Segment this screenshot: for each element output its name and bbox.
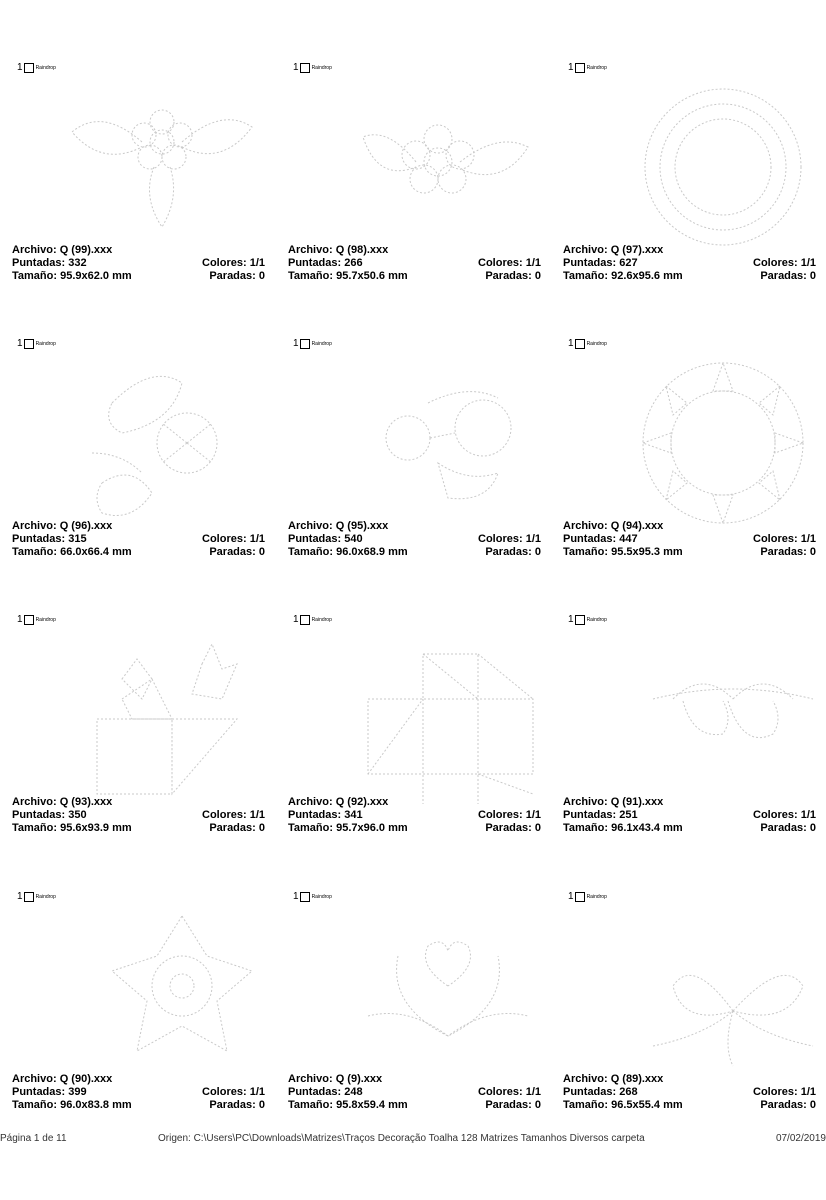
color-swatch	[24, 63, 34, 73]
design-card	[288, 891, 550, 1127]
design-preview	[62, 363, 262, 528]
color-swatch	[300, 63, 310, 73]
design-card	[12, 614, 274, 850]
color-count: 1/1	[525, 1086, 541, 1098]
design-card	[12, 62, 274, 298]
size-value: 92.6x95.6 mm	[611, 270, 683, 282]
design-info: Archivo: Q (91).xxx Puntadas: 251 Colores: 1/1 Tamaño: 96.1x43.4 mm Paradas: 0	[563, 796, 816, 834]
design-preview	[613, 639, 813, 804]
color-number: 1	[293, 891, 299, 902]
design-card	[12, 338, 274, 574]
color-count: 1/1	[525, 809, 541, 821]
sun-ring-pattern	[613, 363, 813, 528]
color-swatch	[575, 63, 585, 73]
stops-count: 0	[809, 270, 816, 282]
page-number: Página 1 de 11	[0, 1133, 67, 1144]
design-info: Archivo: Q (94).xxx Puntadas: 447 Colores: 1/1 Tamaño: 95.5x95.3 mm Paradas: 0	[563, 520, 816, 558]
stitch-count: 350	[68, 809, 87, 821]
color-name: Raindrop	[311, 894, 332, 900]
color-swatch	[575, 339, 585, 349]
color-count: 1/1	[800, 1086, 816, 1098]
design-card	[563, 62, 825, 298]
color-count: 1/1	[800, 809, 816, 821]
stitch-count: 268	[619, 1086, 638, 1098]
design-preview	[62, 916, 262, 1081]
color-number: 1	[568, 338, 574, 349]
color-swatch-row	[568, 338, 607, 350]
stops-count: 0	[534, 546, 541, 558]
file-name: Q (91).xxx	[610, 796, 664, 808]
pinwheel-quilt-pattern	[338, 639, 538, 804]
color-count: 1/1	[800, 533, 816, 545]
design-info: Archivo: Q (98).xxx Puntadas: 266 Colores: 1/1 Tamaño: 95.7x50.6 mm Paradas: 0	[288, 244, 541, 282]
design-info: Archivo: Q (93).xxx Puntadas: 350 Colores: 1/1 Tamaño: 95.6x93.9 mm Paradas: 0	[12, 796, 265, 834]
print-date: 07/02/2019	[775, 1133, 826, 1144]
stops-count: 0	[534, 270, 541, 282]
stitch-count: 315	[68, 533, 87, 545]
floral-corner-pattern	[62, 363, 262, 528]
color-swatch-row	[17, 891, 56, 903]
color-count: 1/1	[249, 533, 265, 545]
design-preview	[613, 916, 813, 1081]
color-swatch	[24, 892, 34, 902]
stops-count: 0	[809, 546, 816, 558]
color-count: 1/1	[525, 257, 541, 269]
size-value: 95.6x93.9 mm	[60, 822, 132, 834]
file-name: Q (94).xxx	[610, 520, 664, 532]
size-value: 96.1x43.4 mm	[611, 822, 683, 834]
size-value: 95.8x59.4 mm	[336, 1099, 408, 1111]
design-info: Archivo: Q (9).xxx Puntadas: 248 Colores: 1/1 Tamaño: 95.8x59.4 mm Paradas: 0	[288, 1073, 541, 1111]
size-value: 95.5x95.3 mm	[611, 546, 683, 558]
size-value: 96.0x68.9 mm	[336, 546, 408, 558]
design-preview	[62, 87, 262, 252]
color-swatch-row	[17, 614, 56, 626]
color-name: Raindrop	[311, 341, 332, 347]
color-swatch	[300, 615, 310, 625]
design-info: Archivo: Q (99).xxx Puntadas: 332 Colores: 1/1 Tamaño: 95.9x62.0 mm Paradas: 0	[12, 244, 265, 282]
half-flower-border-pattern	[613, 639, 813, 804]
design-preview	[338, 916, 538, 1081]
color-count: 1/1	[800, 257, 816, 269]
design-info: Archivo: Q (96).xxx Puntadas: 315 Colores: 1/1 Tamaño: 66.0x66.4 mm Paradas: 0	[12, 520, 265, 558]
color-number: 1	[293, 614, 299, 625]
scalloped-ring-pattern	[613, 87, 813, 252]
color-name: Raindrop	[311, 617, 332, 623]
color-swatch	[300, 339, 310, 349]
color-count: 1/1	[249, 1086, 265, 1098]
bow-tulip-pattern	[613, 916, 813, 1081]
color-swatch-row	[293, 338, 332, 350]
size-value: 95.7x50.6 mm	[336, 270, 408, 282]
color-number: 1	[293, 62, 299, 73]
stitch-count: 447	[619, 533, 638, 545]
stitch-count: 266	[344, 257, 363, 269]
flower-spray-pattern	[338, 363, 538, 528]
file-name: Q (90).xxx	[59, 1073, 113, 1085]
color-number: 1	[17, 891, 23, 902]
stitch-count: 540	[344, 533, 363, 545]
color-name: Raindrop	[35, 341, 56, 347]
star-flower-pattern	[62, 916, 262, 1081]
design-info: Archivo: Q (90).xxx Puntadas: 399 Colores: 1/1 Tamaño: 96.0x83.8 mm Paradas: 0	[12, 1073, 265, 1111]
file-name: Q (95).xxx	[335, 520, 389, 532]
color-name: Raindrop	[586, 65, 607, 71]
stops-count: 0	[809, 822, 816, 834]
size-value: 96.5x55.4 mm	[611, 1099, 683, 1111]
color-count: 1/1	[525, 533, 541, 545]
color-swatch	[24, 339, 34, 349]
color-swatch-row	[293, 891, 332, 903]
color-swatch-row	[17, 338, 56, 350]
file-name: Q (96).xxx	[59, 520, 113, 532]
stops-count: 0	[258, 822, 265, 834]
size-value: 96.0x83.8 mm	[60, 1099, 132, 1111]
color-swatch-row	[17, 62, 56, 74]
stitch-count: 341	[344, 809, 363, 821]
stops-count: 0	[534, 1099, 541, 1111]
color-name: Raindrop	[586, 617, 607, 623]
file-name: Q (97).xxx	[610, 244, 664, 256]
color-number: 1	[17, 614, 23, 625]
color-number: 1	[17, 338, 23, 349]
design-info: Archivo: Q (89).xxx Puntadas: 268 Colores: 1/1 Tamaño: 96.5x55.4 mm Paradas: 0	[563, 1073, 816, 1111]
file-name: Q (92).xxx	[335, 796, 389, 808]
design-preview	[613, 363, 813, 528]
design-card	[288, 614, 550, 850]
color-number: 1	[568, 62, 574, 73]
size-value: 95.7x96.0 mm	[336, 822, 408, 834]
color-swatch-row	[293, 62, 332, 74]
color-swatch	[575, 892, 585, 902]
design-preview	[613, 87, 813, 252]
color-name: Raindrop	[35, 894, 56, 900]
color-number: 1	[568, 891, 574, 902]
file-name: Q (93).xxx	[59, 796, 113, 808]
color-swatch	[575, 615, 585, 625]
color-swatch-row	[568, 62, 607, 74]
color-swatch-row	[568, 614, 607, 626]
design-info: Archivo: Q (95).xxx Puntadas: 540 Colores: 1/1 Tamaño: 96.0x68.9 mm Paradas: 0	[288, 520, 541, 558]
color-number: 1	[17, 62, 23, 73]
color-name: Raindrop	[586, 894, 607, 900]
color-name: Raindrop	[35, 65, 56, 71]
color-swatch-row	[293, 614, 332, 626]
origin-path: Origen: C:\Users\PC\Downloads\Matrizes\Traços Decoração Toalha 128 Matrizes Tamanhos Diversos carpeta	[158, 1133, 645, 1144]
heart-tulip-pattern	[338, 916, 538, 1081]
file-name: Q (98).xxx	[335, 244, 389, 256]
file-name: Q (99).xxx	[59, 244, 113, 256]
design-info: Archivo: Q (97).xxx Puntadas: 627 Colores: 1/1 Tamaño: 92.6x95.6 mm Paradas: 0	[563, 244, 816, 282]
flower-leaves-pattern	[338, 87, 538, 252]
color-swatch	[24, 615, 34, 625]
stops-count: 0	[534, 822, 541, 834]
color-name: Raindrop	[311, 65, 332, 71]
stitch-count: 332	[68, 257, 87, 269]
tulip-quilt-pattern	[62, 639, 262, 804]
color-number: 1	[568, 614, 574, 625]
color-name: Raindrop	[35, 617, 56, 623]
stitch-count: 399	[68, 1086, 87, 1098]
file-name: Q (89).xxx	[610, 1073, 664, 1085]
design-card	[563, 891, 825, 1127]
flower-leaves-pattern	[62, 87, 262, 252]
design-preview	[338, 363, 538, 528]
design-card	[12, 891, 274, 1127]
stops-count: 0	[258, 546, 265, 558]
design-card	[288, 62, 550, 298]
design-card	[563, 338, 825, 574]
stops-count: 0	[258, 270, 265, 282]
stitch-count: 248	[344, 1086, 363, 1098]
design-preview	[62, 639, 262, 804]
color-swatch-row	[568, 891, 607, 903]
design-card	[563, 614, 825, 850]
stitch-count: 251	[619, 809, 638, 821]
color-count: 1/1	[249, 809, 265, 821]
stitch-count: 627	[619, 257, 638, 269]
color-count: 1/1	[249, 257, 265, 269]
design-card	[288, 338, 550, 574]
size-value: 66.0x66.4 mm	[60, 546, 132, 558]
design-preview	[338, 87, 538, 252]
design-info: Archivo: Q (92).xxx Puntadas: 341 Colores: 1/1 Tamaño: 95.7x96.0 mm Paradas: 0	[288, 796, 541, 834]
color-number: 1	[293, 338, 299, 349]
color-swatch	[300, 892, 310, 902]
stops-count: 0	[258, 1099, 265, 1111]
color-name: Raindrop	[586, 341, 607, 347]
design-preview	[338, 639, 538, 804]
size-value: 95.9x62.0 mm	[60, 270, 132, 282]
file-name: Q (9).xxx	[335, 1073, 383, 1085]
stops-count: 0	[809, 1099, 816, 1111]
